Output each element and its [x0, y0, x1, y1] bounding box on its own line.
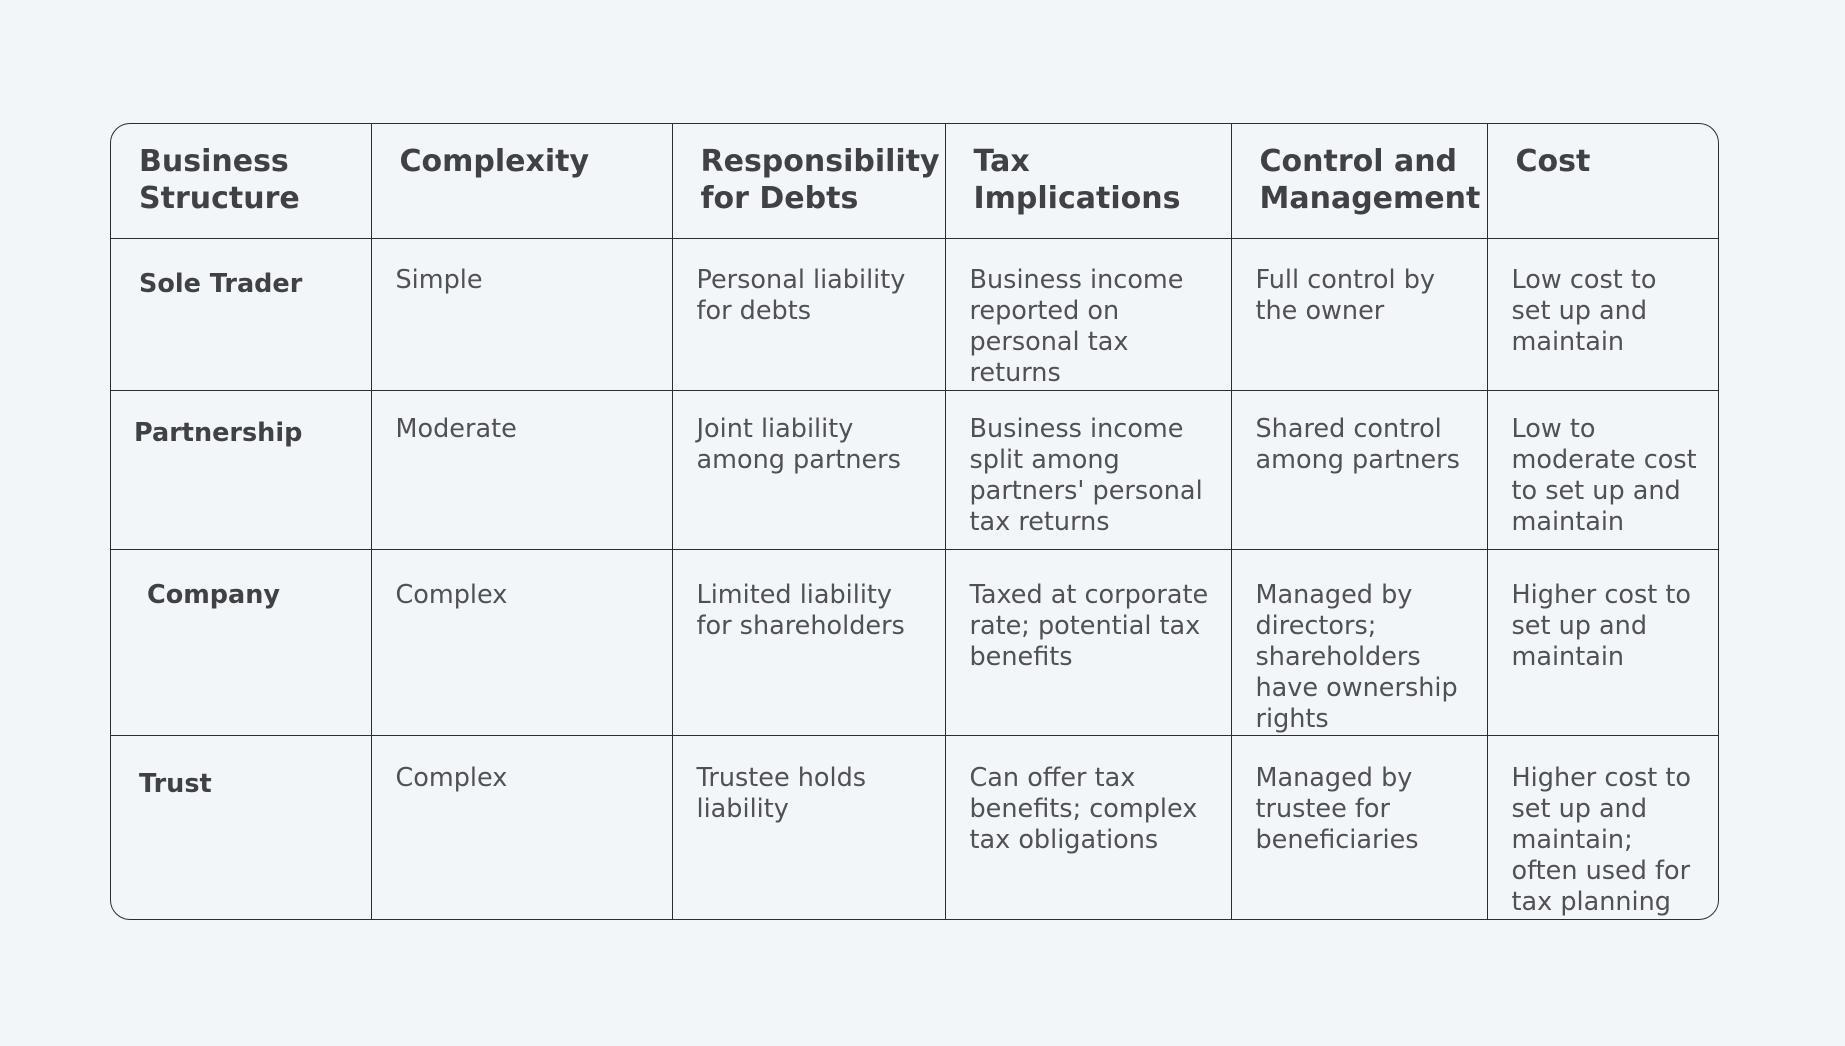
header-complexity: Complexity	[371, 124, 672, 238]
cell-complexity: Moderate	[371, 390, 672, 549]
comparison-table	[111, 124, 1719, 920]
cell-control: Shared control among partners	[1231, 390, 1487, 549]
cell-complexity: Complex	[371, 735, 672, 920]
cell-control: Managed by trustee for beneficiaries	[1231, 735, 1487, 920]
row-label-partnership: Partnership	[111, 390, 371, 549]
table-row	[111, 238, 1719, 390]
cell-control: Full control by the owner	[1231, 238, 1487, 390]
table-row	[111, 735, 1719, 920]
cell-cost: Low to moderate cost to set up and maintain	[1487, 390, 1719, 549]
cell-cost: Higher cost to set up and maintain	[1487, 549, 1719, 735]
row-label-sole-trader: Sole Trader	[111, 238, 371, 390]
cell-tax: Business income split among partners' personal tax returns	[945, 390, 1231, 549]
row-label-trust: Trust	[111, 735, 371, 920]
cell-responsibility: Joint liability among partners	[672, 390, 945, 549]
table-row	[111, 549, 1719, 735]
cell-tax: Business income reported on personal tax returns	[945, 238, 1231, 390]
cell-responsibility: Trustee holds liability	[672, 735, 945, 920]
row-label-company: Company	[111, 549, 371, 735]
cell-cost: Low cost to set up and maintain	[1487, 238, 1719, 390]
cell-complexity: Complex	[371, 549, 672, 735]
header-tax-implications: Tax Implications	[945, 124, 1231, 238]
header-business-structure: Business Structure	[111, 124, 371, 238]
header-control-and-management: Control and Management	[1231, 124, 1487, 238]
cell-complexity: Simple	[371, 238, 672, 390]
cell-responsibility: Personal liability for debts	[672, 238, 945, 390]
cell-tax: Taxed at corporate rate; potential tax benefits	[945, 549, 1231, 735]
header-row	[111, 124, 1719, 238]
cell-tax: Can offer tax benefits; complex tax obligations	[945, 735, 1231, 920]
business-structure-table	[110, 123, 1719, 920]
header-cost: Cost	[1487, 124, 1719, 238]
cell-cost: Higher cost to set up and maintain; often used for tax planning	[1487, 735, 1719, 920]
cell-responsibility: Limited liability for shareholders	[672, 549, 945, 735]
header-responsibility-for-debts: Responsibility for Debts	[672, 124, 945, 238]
cell-control: Managed by directors; shareholders have ownership rights	[1231, 549, 1487, 735]
table-row	[111, 390, 1719, 549]
